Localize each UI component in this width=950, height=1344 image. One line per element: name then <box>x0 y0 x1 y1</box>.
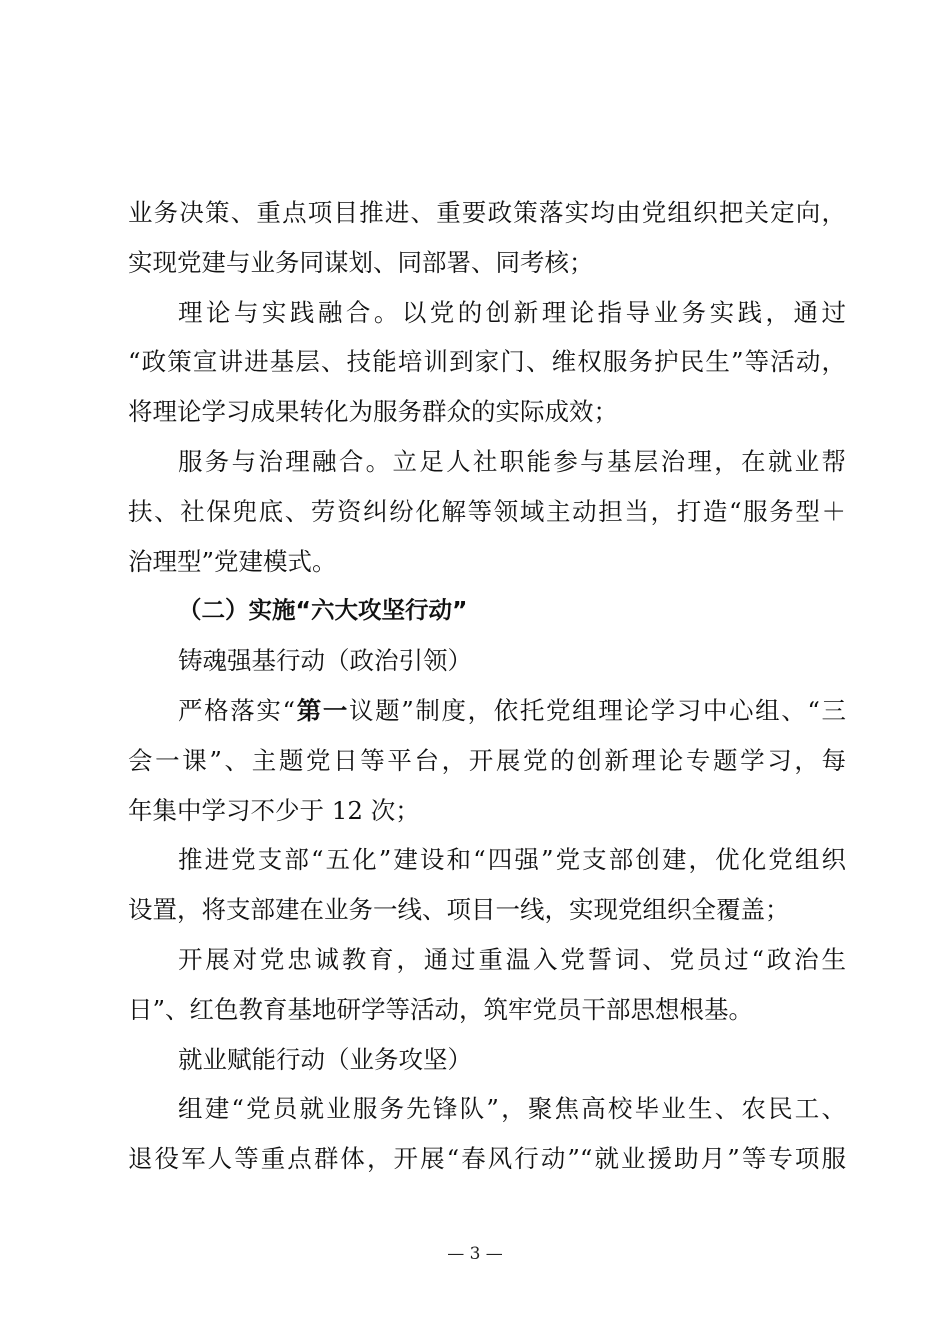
paragraph <box>128 636 846 686</box>
text-segment: 严格落实“ <box>178 695 296 725</box>
text-line: 扶、社保兜底、劳资纠纷化解等领域主动担当，打造“服务型＋ <box>128 496 846 526</box>
text-line: 推进党支部“五化”建设和“四强”党支部创建，优化党组织 <box>178 845 846 875</box>
text-line: 年集中学习不少于 12 次； <box>128 795 420 825</box>
document-body <box>128 188 846 1184</box>
paragraph <box>128 1035 846 1085</box>
paragraph <box>128 437 846 586</box>
paragraph <box>128 835 846 935</box>
paragraph <box>128 1084 846 1184</box>
text-line: 组建“党员就业服务先锋队”，聚焦高校毕业生、农民工、 <box>178 1094 846 1124</box>
text-line: （二）实施“六大攻坚行动” <box>178 596 468 625</box>
section-heading <box>128 586 846 636</box>
text-line: 铸魂强基行动（政治引领） <box>178 646 472 676</box>
text-line <box>128 686 846 736</box>
paragraph <box>128 288 846 437</box>
text-line: 就业赋能行动（业务攻坚） <box>178 1044 472 1074</box>
text-line: 业务决策、重点项目推进、重要政策落实均由党组织把关定向， <box>128 198 846 227</box>
paragraph <box>128 686 846 835</box>
text-line: 开展对党忠诚教育，通过重温入党誓词、党员过“政治生 <box>178 944 846 974</box>
text-line: 服务与治理融合。立足人社职能参与基层治理，在就业帮 <box>178 446 846 476</box>
text-line: 设置，将支部建在业务一线、项目一线，实现党组织全覆盖； <box>128 895 790 925</box>
bold-text: 第一 <box>295 695 349 725</box>
text-line: 退役军人等重点群体，开展“春风行动”“就业援助月”等专项服 <box>128 1144 846 1174</box>
text-segment: 议题”制度，依托党组理论学习中心组、“三 <box>348 695 847 725</box>
text-line: 日”、红色教育基地研学等活动，筑牢党员干部思想根基。 <box>128 994 754 1024</box>
paragraph <box>128 188 846 288</box>
text-line: 治理型”党建模式。 <box>128 546 337 576</box>
text-line: 实现党建与业务同谋划、同部署、同考核； <box>128 247 594 277</box>
page-number: — 3 — <box>447 1244 503 1264</box>
text-line: “政策宣讲进基层、技能培训到家门、维权服务护民生”等活动， <box>128 347 846 377</box>
text-line: 将理论学习成果转化为服务群众的实际成效； <box>128 397 618 427</box>
text-line: 会一课”、主题党日等平台，开展党的创新理论专题学习，每 <box>128 745 846 775</box>
paragraph <box>128 935 846 1035</box>
text-line: 理论与实践融合。以党的创新理论指导业务实践，通过 <box>178 297 846 327</box>
